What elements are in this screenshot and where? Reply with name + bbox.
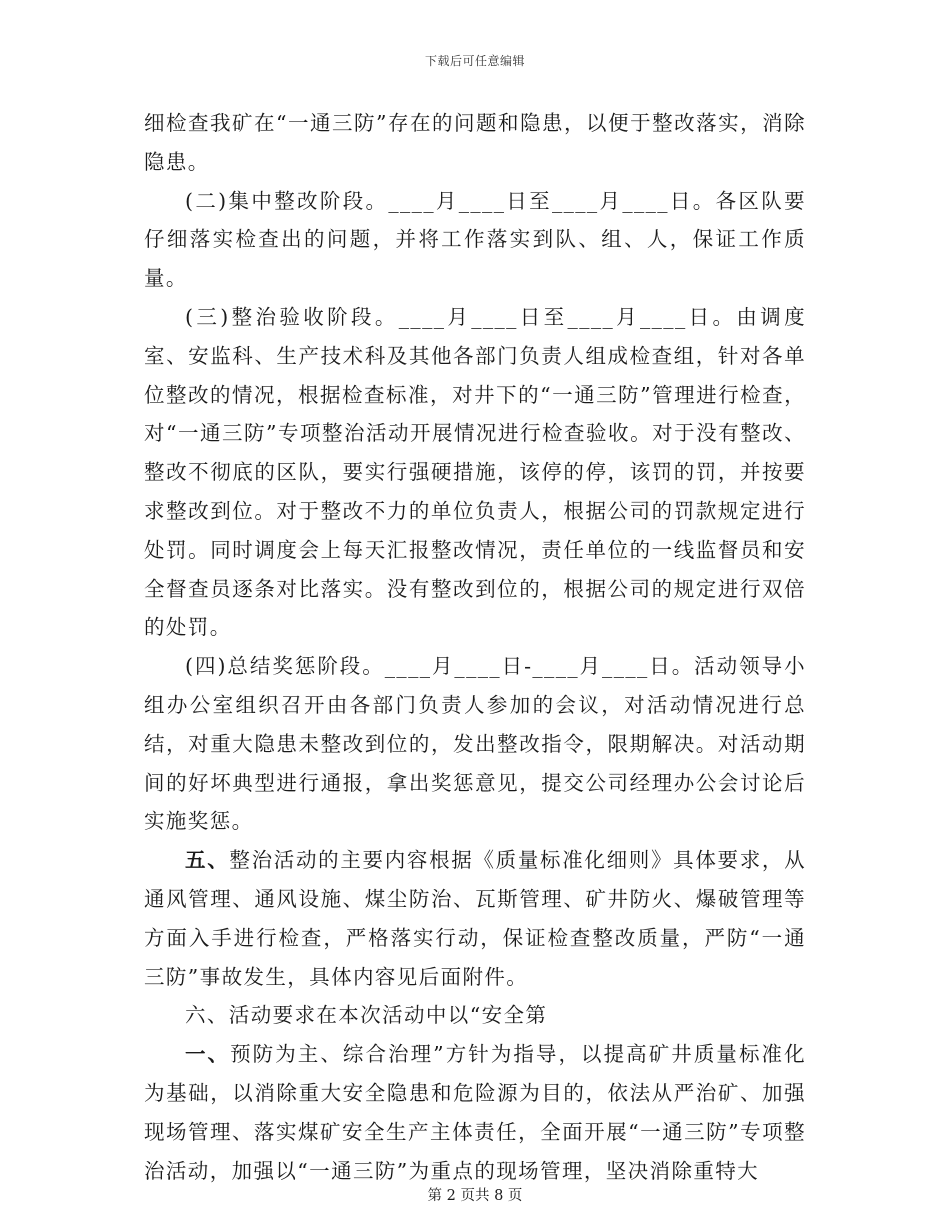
- paragraph-section-5: [144, 841, 806, 996]
- paragraph-text: (四)总结奖惩阶段。____月____日-____月____日。活动领导小组办公室组织召开由各部门负责人参加的会议，对活动情况进行总结，对重大隐患未整改到位的，发出整改指令，限期解决。对活动期间的好坏典型进行通报，拿出奖惩意见，提交公司经理办公会讨论后实施奖惩。: [144, 654, 806, 834]
- document-body: [144, 104, 806, 1190]
- page-header: 下载后可任意编辑: [424, 54, 525, 68]
- paragraph-text: 六、活动要求在本次活动中以“安全第: [185, 1003, 548, 1028]
- paragraph-stage-3: [144, 298, 806, 647]
- paragraph-text: 细检查我矿在“一通三防”存在的问题和隐患，以便于整改落实，消除隐患。: [144, 111, 806, 174]
- paragraph-stage-2: [144, 182, 806, 298]
- paragraph-text: 整治活动的主要内容根据《质量标准化细则》具体要求，从通风管理、通风设施、煤尘防治、瓦斯管理、矿井防火、爆破管理等方面入手进行检查，严格落实行动，保证检查整改质量，严防“一通三防”事故发生，具体内容见后面附件。: [144, 848, 806, 989]
- paragraph-text: 预防为主、综合治理”方针为指导，以提高矿井质量标准化为基础，以消除重大安全隐患和危险源为目的，依法从严治矿、加强现场管理、落实煤矿安全生产主体责任，全面开展“一通三防”专项整治活动，加强以“一通三防”为重点的现场管理，坚决消除重特大: [144, 1042, 806, 1183]
- section-number: 五、: [185, 848, 230, 873]
- section-number: 一、: [185, 1042, 231, 1067]
- paragraph-stage-4: [144, 647, 806, 841]
- paragraph-text: (二)集中整改阶段。____月____日至____月____日。各区队要仔细落实检查出的问题，并将工作落实到队、组、人，保证工作质量。: [144, 188, 806, 291]
- paragraph-continuation: [144, 104, 806, 182]
- paragraph-text: (三)整治验收阶段。____月____日至____月____日。由调度室、安监科、生产技术科及其他各部门负责人组成检查组，针对各单位整改的情况，根据检查标准，对井下的“一通三防”管理进行检查，对“一通三防”专项整治活动开展情况进行检查验收。对于没有整改、整改不彻底的区队，要实行强硬措施，该停的停，该罚的罚，并按要求整改到位。对于整改不力的单位负责人，根据公司的罚款规定进行处罚。同时调度会上每天汇报整改情况，责任单位的一线监督员和安全督查员逐条对比落实。没有整改到位的，根据公司的规定进行双倍的处罚。: [144, 304, 806, 640]
- paragraph-section-6-heading: [144, 996, 806, 1035]
- page-footer: 第 2 页共 8 页: [427, 1188, 523, 1204]
- paragraph-section-6-body: [144, 1035, 806, 1190]
